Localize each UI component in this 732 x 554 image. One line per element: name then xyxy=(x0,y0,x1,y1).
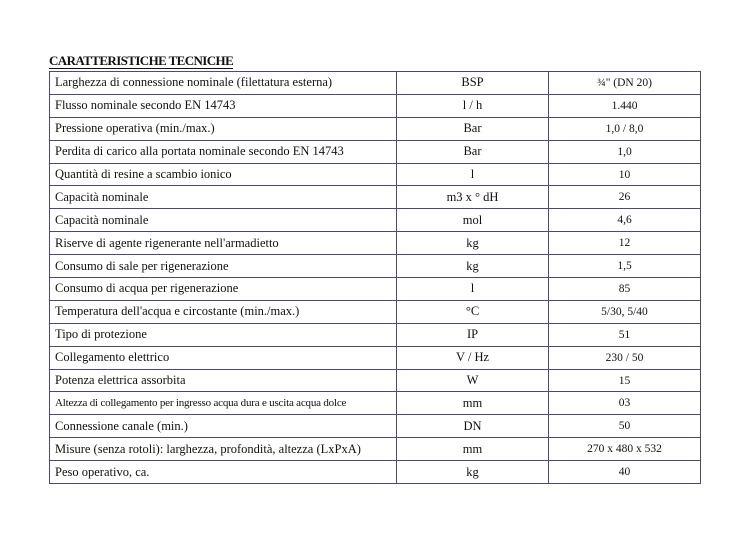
spec-unit: IP xyxy=(397,323,549,346)
spec-value: 03 xyxy=(549,392,701,415)
table-row xyxy=(50,94,701,117)
spec-label: Capacità nominale xyxy=(50,209,397,232)
spec-value: 1.440 xyxy=(549,94,701,117)
spec-unit: kg xyxy=(397,461,549,484)
table-row xyxy=(50,232,701,255)
spec-label: Perdita di carico alla portata nominale secondo EN 14743 xyxy=(50,140,397,163)
spec-label: Peso operativo, ca. xyxy=(50,461,397,484)
spec-value: 230 / 50 xyxy=(549,346,701,369)
spec-label: Riserve di agente rigenerante nell'armadietto xyxy=(50,232,397,255)
spec-label: Connessione canale (min.) xyxy=(50,415,397,438)
spec-unit: l / h xyxy=(397,94,549,117)
spec-unit: m3 x ° dH xyxy=(397,186,549,209)
table-row xyxy=(50,323,701,346)
spec-label: Altezza di collegamento per ingresso acqua dura e uscita acqua dolce xyxy=(50,392,397,415)
table-row xyxy=(50,392,701,415)
spec-value: 51 xyxy=(549,323,701,346)
spec-unit: BSP xyxy=(397,72,549,95)
section-title: CARATTERISTICHE TECNICHE xyxy=(49,53,234,68)
table-row xyxy=(50,415,701,438)
spec-label: Pressione operativa (min./max.) xyxy=(50,117,397,140)
spec-value: 4,6 xyxy=(549,209,701,232)
table-row xyxy=(50,438,701,461)
spec-label: Larghezza di connessione nominale (filettatura esterna) xyxy=(50,72,397,95)
spec-label: Capacità nominale xyxy=(50,186,397,209)
spec-label: Collegamento elettrico xyxy=(50,346,397,369)
table-row xyxy=(50,209,701,232)
spec-unit: kg xyxy=(397,232,549,255)
table-row xyxy=(50,461,701,484)
table-row xyxy=(50,300,701,323)
spec-unit: l xyxy=(397,278,549,301)
spec-unit: Bar xyxy=(397,117,549,140)
spec-label: Temperatura dell'acqua e circostante (min./max.) xyxy=(50,300,397,323)
spec-value: 1,5 xyxy=(549,255,701,278)
spec-value: 10 xyxy=(549,163,701,186)
spec-label: Quantità di resine a scambio ionico xyxy=(50,163,397,186)
spec-value: 50 xyxy=(549,415,701,438)
spec-value: ¾" (DN 20) xyxy=(549,72,701,95)
spec-value: 1,0 / 8,0 xyxy=(549,117,701,140)
spec-unit: mm xyxy=(397,438,549,461)
specifications-table xyxy=(49,71,701,484)
spec-label: Potenza elettrica assorbita xyxy=(50,369,397,392)
spec-label: Flusso nominale secondo EN 14743 xyxy=(50,94,397,117)
spec-label: Tipo di protezione xyxy=(50,323,397,346)
spec-unit: W xyxy=(397,369,549,392)
table-row xyxy=(50,117,701,140)
table-row xyxy=(50,163,701,186)
spec-value: 40 xyxy=(549,461,701,484)
spec-unit: mm xyxy=(397,392,549,415)
spec-value: 26 xyxy=(549,186,701,209)
spec-unit: DN xyxy=(397,415,549,438)
table-row xyxy=(50,140,701,163)
spec-value: 1,0 xyxy=(549,140,701,163)
spec-unit: °C xyxy=(397,300,549,323)
spec-unit: l xyxy=(397,163,549,186)
spec-value: 15 xyxy=(549,369,701,392)
table-row xyxy=(50,255,701,278)
table-row xyxy=(50,346,701,369)
spec-label: Consumo di sale per rigenerazione xyxy=(50,255,397,278)
table-row xyxy=(50,72,701,95)
spec-label: Misure (senza rotoli): larghezza, profondità, altezza (LxPxA) xyxy=(50,438,397,461)
spec-unit: V / Hz xyxy=(397,346,549,369)
spec-value: 270 x 480 x 532 xyxy=(549,438,701,461)
spec-value: 85 xyxy=(549,278,701,301)
spec-unit: kg xyxy=(397,255,549,278)
table-row xyxy=(50,186,701,209)
spec-unit: Bar xyxy=(397,140,549,163)
spec-value: 5/30, 5/40 xyxy=(549,300,701,323)
spec-label: Consumo di acqua per rigenerazione xyxy=(50,278,397,301)
table-row xyxy=(50,278,701,301)
spec-value: 12 xyxy=(549,232,701,255)
table-row xyxy=(50,369,701,392)
spec-unit: mol xyxy=(397,209,549,232)
